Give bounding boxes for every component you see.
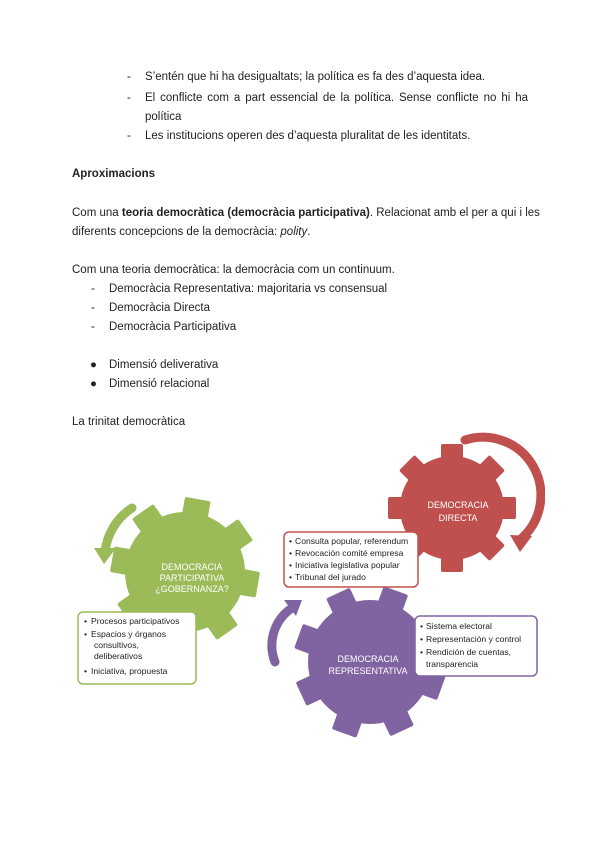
gear-label: DEMOCRACIA <box>427 500 489 510</box>
box-bullet-icon: • <box>420 621 424 631</box>
info-box-representativa <box>415 616 537 676</box>
info-box-directa <box>284 532 418 587</box>
cycle-arrow-purple <box>272 608 292 662</box>
gear-label: DEMOCRACIA <box>161 562 223 572</box>
bullet-icon: ● <box>90 359 97 371</box>
bold-term: teoria democràtica (democràcia participativa) <box>121 207 370 219</box>
box-item: Rendición de cuentas, <box>426 647 512 657</box>
paragraph-text: . Relacionat amb el per a qui i les <box>369 207 540 219</box>
list-item: Democràcia Participativa <box>109 321 237 333</box>
box-item: deliberativos <box>94 651 143 661</box>
list-item: Dimensió relacional <box>109 378 210 390</box>
section-heading: Aproximacions <box>72 168 156 180</box>
dash-marker: - <box>91 302 95 314</box>
gear-label: REPRESENTATIVA <box>328 666 408 676</box>
gear-label: ¿GOBERNANZA? <box>155 584 229 594</box>
list-item: S’entén que hi ha desigualtats; la política es fa des d’aquesta idea. <box>145 71 486 83</box>
cycle-arrow-green <box>105 508 132 552</box>
trinity-diagram <box>70 430 545 745</box>
gear-tooth <box>441 556 463 572</box>
gear-label: DIRECTA <box>438 513 478 523</box>
dash-marker: - <box>127 130 131 142</box>
arrow-head-red-icon <box>510 535 532 552</box>
paragraph: Com una teoria democràtica: la democràcia com un continuum. <box>72 264 395 276</box>
gear-tooth <box>388 497 404 519</box>
gear-tooth <box>500 497 516 519</box>
box-bullet-icon: • <box>289 572 293 582</box>
box-item: Consulta popular, referendum <box>295 536 409 546</box>
gear-label: DEMOCRACIA <box>337 654 399 664</box>
dash-marker: - <box>91 283 95 295</box>
paragraph-text: . <box>307 226 311 238</box>
gear-label: PARTICIPATIVA <box>159 573 225 583</box>
box-item: Revocación comité empresa <box>295 548 404 558</box>
box-bullet-icon: • <box>420 647 424 657</box>
box-item: consultivos, <box>94 640 139 650</box>
box-item: Representación y control <box>426 634 522 644</box>
box-item: Tribunal del jurado <box>295 572 366 582</box>
box-bullet-icon: • <box>84 666 88 676</box>
box-item: Espacios y órganos <box>91 629 166 639</box>
list-item: El conflicte com a part essencial de la política. Sense conflicte no hi ha <box>145 92 528 104</box>
list-item: Les institucions operen des d’aquesta pluralitat de les identitats. <box>145 130 471 142</box>
list-item: Dimensió deliverativa <box>109 359 219 371</box>
list-item-continuation: política <box>145 111 182 123</box>
paragraph-text: diferents concepcions de la democràcia: <box>72 226 281 238</box>
box-item: Iniciativa legislativa popular <box>295 560 400 570</box>
list-item: Democràcia Directa <box>109 302 210 314</box>
figure-caption: La trinitat democràtica <box>72 416 186 428</box>
box-bullet-icon: • <box>289 548 293 558</box>
box-bullet-icon: • <box>289 536 293 546</box>
paragraph-text: Com una <box>72 207 122 219</box>
paragraph-line <box>72 226 310 238</box>
box-item: Procesos participativos <box>91 616 180 626</box>
dash-marker: - <box>127 92 131 104</box>
italic-term: polity <box>280 226 308 238</box>
box-bullet-icon: • <box>420 634 424 644</box>
list-item: Democràcia Representativa: majoritaria vs consensual <box>109 283 388 295</box>
box-bullet-icon: • <box>84 616 88 626</box>
dash-marker: - <box>127 71 131 83</box>
paragraph-line <box>72 207 540 219</box>
box-bullet-icon: • <box>84 629 88 639</box>
dash-marker: - <box>91 321 95 333</box>
box-item: transparencia <box>426 659 479 669</box>
box-item: Sistema electoral <box>426 621 492 631</box>
box-item: Iniciativa, propuesta <box>91 666 168 676</box>
gear-tooth <box>441 444 463 460</box>
bullet-icon: ● <box>90 378 97 390</box>
box-bullet-icon: • <box>289 560 293 570</box>
info-box-participativa <box>78 612 196 684</box>
